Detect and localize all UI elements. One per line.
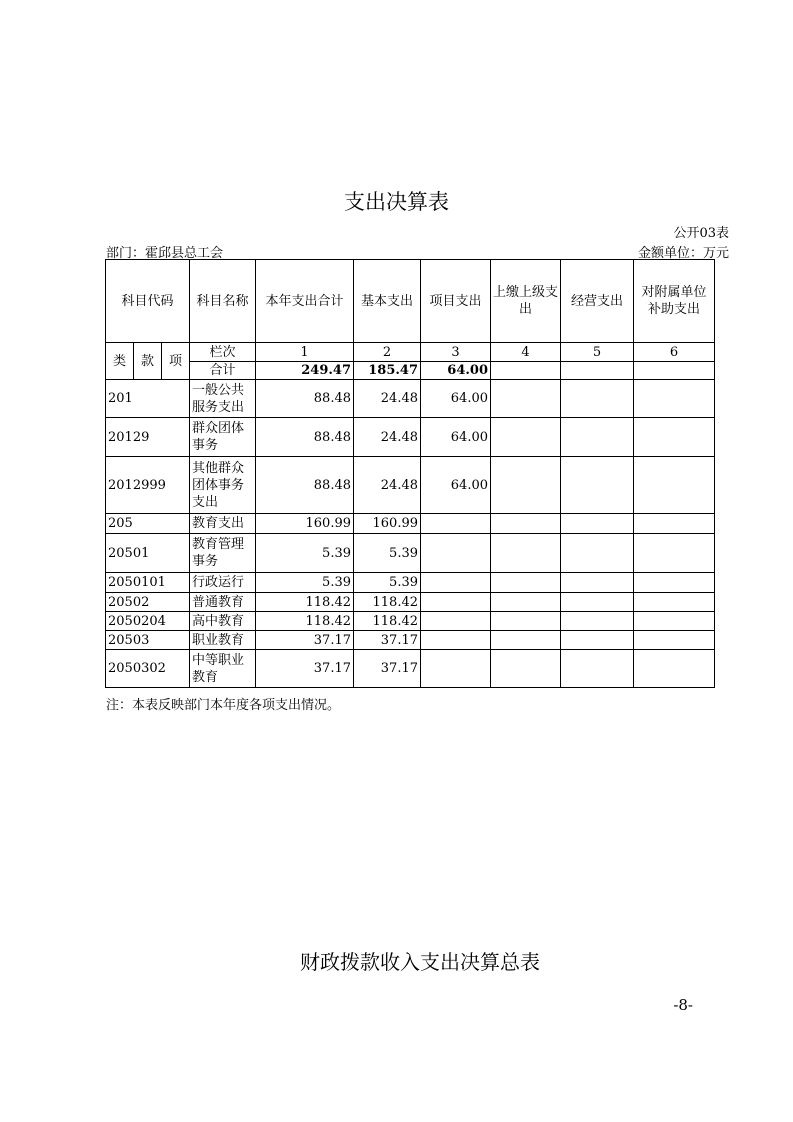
upper-amount	[491, 573, 561, 593]
basic-amount: 160.99	[354, 514, 421, 534]
header-code: 科目代码	[106, 260, 190, 343]
business-amount	[561, 514, 634, 534]
col-number: 1	[256, 343, 354, 362]
project-amount	[421, 573, 491, 593]
project-amount	[421, 514, 491, 534]
subject-code: 20502	[106, 593, 190, 612]
business-amount	[561, 593, 634, 612]
basic-amount: 24.48	[354, 457, 421, 514]
totals-total: 249.47	[256, 362, 354, 380]
header-total: 本年支出合计	[256, 260, 354, 343]
upper-amount	[491, 514, 561, 534]
project-amount: 64.00	[421, 380, 491, 418]
subject-name: 其他群众团体事务支出	[190, 457, 256, 514]
basic-amount: 24.48	[354, 418, 421, 457]
subject-name: 行政运行	[190, 573, 256, 593]
subject-name: 职业教育	[190, 631, 256, 650]
subsidy-amount	[634, 380, 715, 418]
subsidy-amount	[634, 650, 715, 688]
subject-code: 2050101	[106, 573, 190, 593]
table-row	[106, 380, 715, 418]
col-number: 6	[634, 343, 715, 362]
subject-name: 普通教育	[190, 593, 256, 612]
subject-code: 20503	[106, 631, 190, 650]
col-number: 2	[354, 343, 421, 362]
business-amount	[561, 534, 634, 573]
subsidy-amount	[634, 457, 715, 514]
subject-code: 2050302	[106, 650, 190, 688]
table-note: 注：本表反映部门本年度各项支出情况。	[106, 698, 341, 713]
table-row	[106, 650, 715, 688]
basic-amount: 118.42	[354, 612, 421, 631]
totals-row	[106, 362, 715, 380]
business-amount	[561, 650, 634, 688]
subsidy-amount	[634, 573, 715, 593]
table-row	[106, 418, 715, 457]
business-amount	[561, 631, 634, 650]
column-number-row	[106, 343, 715, 362]
total-amount: 37.17	[256, 631, 354, 650]
total-amount: 5.39	[256, 534, 354, 573]
project-amount	[421, 593, 491, 612]
header-kuan: 款	[134, 343, 162, 380]
upper-amount	[491, 650, 561, 688]
business-amount	[561, 418, 634, 457]
table-row	[106, 593, 715, 612]
page-title: 支出决算表	[344, 190, 449, 214]
next-section-title: 财政拨款收入支出决算总表	[300, 950, 540, 974]
subject-code: 205	[106, 514, 190, 534]
subject-code: 201	[106, 380, 190, 418]
project-amount	[421, 631, 491, 650]
upper-amount	[491, 418, 561, 457]
project-amount: 64.00	[421, 457, 491, 514]
project-amount	[421, 612, 491, 631]
header-name: 科目名称	[190, 260, 256, 343]
col-number: 5	[561, 343, 634, 362]
subject-code: 20501	[106, 534, 190, 573]
basic-amount: 118.42	[354, 593, 421, 612]
header-lanci: 栏次	[190, 343, 256, 362]
table-row	[106, 612, 715, 631]
basic-amount: 37.17	[354, 631, 421, 650]
upper-amount	[491, 380, 561, 418]
subsidy-amount	[634, 534, 715, 573]
subject-name: 一般公共服务支出	[190, 380, 256, 418]
business-amount	[561, 380, 634, 418]
department-label: 部门：霍邱县总工会	[106, 246, 224, 261]
subsidy-amount	[634, 593, 715, 612]
header-subsidy: 对附属单位补助支出	[634, 260, 715, 343]
upper-amount	[491, 593, 561, 612]
table-row	[106, 457, 715, 514]
subject-code: 2012999	[106, 457, 190, 514]
table-row	[106, 631, 715, 650]
page-number: -8-	[673, 996, 693, 1014]
basic-amount: 5.39	[354, 534, 421, 573]
business-amount	[561, 457, 634, 514]
table-row	[106, 514, 715, 534]
header-lei: 类	[106, 343, 134, 380]
project-amount	[421, 650, 491, 688]
unit-label: 金额单位：万元	[637, 246, 729, 261]
upper-amount	[491, 631, 561, 650]
totals-project: 64.00	[421, 362, 491, 380]
header-basic: 基本支出	[354, 260, 421, 343]
col-number: 3	[421, 343, 491, 362]
total-amount: 118.42	[256, 612, 354, 631]
header-project: 项目支出	[421, 260, 491, 343]
basic-amount: 5.39	[354, 573, 421, 593]
subject-name: 高中教育	[190, 612, 256, 631]
basic-amount: 37.17	[354, 650, 421, 688]
total-amount: 160.99	[256, 514, 354, 534]
col-number: 4	[491, 343, 561, 362]
subject-name: 中等职业教育	[190, 650, 256, 688]
totals-basic: 185.47	[354, 362, 421, 380]
header-business: 经营支出	[561, 260, 634, 343]
table-row	[106, 534, 715, 573]
project-amount: 64.00	[421, 418, 491, 457]
project-amount	[421, 534, 491, 573]
subsidy-amount	[634, 612, 715, 631]
business-amount	[561, 612, 634, 631]
total-amount: 88.48	[256, 418, 354, 457]
total-amount: 88.48	[256, 380, 354, 418]
subsidy-amount	[634, 514, 715, 534]
subsidy-amount	[634, 631, 715, 650]
expenditure-table	[105, 259, 715, 688]
subject-code: 20129	[106, 418, 190, 457]
business-amount	[561, 573, 634, 593]
form-number: 公开03表	[673, 226, 729, 241]
upper-amount	[491, 612, 561, 631]
basic-amount: 24.48	[354, 380, 421, 418]
subject-name: 群众团体事务	[190, 418, 256, 457]
subject-code: 2050204	[106, 612, 190, 631]
total-amount: 5.39	[256, 573, 354, 593]
subsidy-amount	[634, 418, 715, 457]
upper-amount	[491, 534, 561, 573]
header-row	[106, 260, 715, 343]
total-amount: 88.48	[256, 457, 354, 514]
subject-name: 教育支出	[190, 514, 256, 534]
total-amount: 37.17	[256, 650, 354, 688]
header-upper: 上缴上级支出	[491, 260, 561, 343]
totals-label: 合计	[190, 362, 256, 380]
total-amount: 118.42	[256, 593, 354, 612]
upper-amount	[491, 457, 561, 514]
header-xiang: 项	[162, 343, 190, 380]
table-row	[106, 573, 715, 593]
subject-name: 教育管理事务	[190, 534, 256, 573]
